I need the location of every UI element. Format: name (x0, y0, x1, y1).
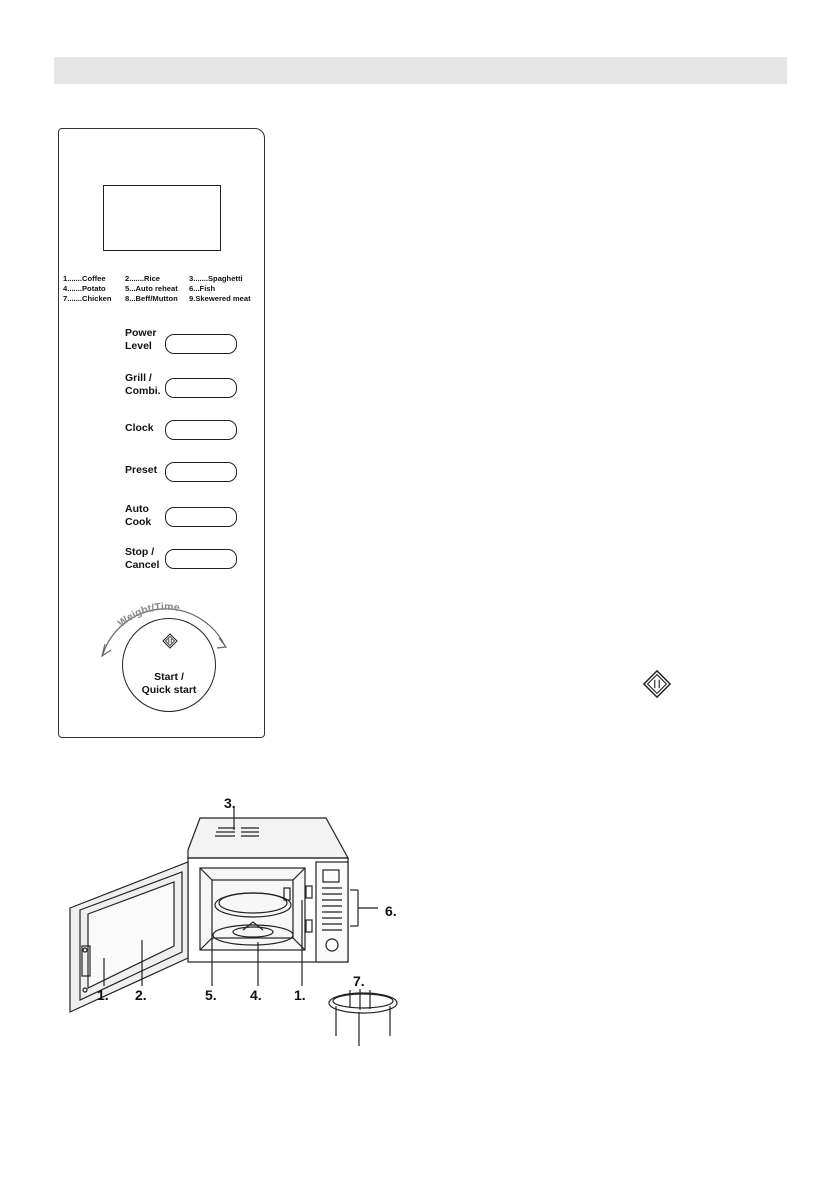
menu-row (63, 284, 251, 294)
callout-1-door-latch: 1. (97, 987, 109, 1003)
start-icon (642, 669, 672, 699)
display-window (103, 185, 221, 251)
auto-cook-label: Auto Cook (125, 503, 152, 528)
power-level-label: Power Level (125, 327, 157, 352)
callout-1-safety-lock: 1. (294, 987, 306, 1003)
clock-label: Clock (125, 422, 154, 434)
callout-4-turntable: 4. (250, 987, 262, 1003)
callout-2-door-window: 2. (135, 987, 147, 1003)
microwave-diagram (60, 790, 420, 1065)
preset-row (59, 464, 264, 500)
clock-row (59, 422, 264, 458)
menu-item: 9.Skewered meat (189, 294, 251, 303)
stop-cancel-label: Stop / Cancel (125, 546, 160, 571)
menu-item: 4.......Potato (63, 284, 106, 293)
stop-cancel-button[interactable] (165, 549, 237, 569)
callout-7-trivet: 7. (353, 973, 365, 989)
auto-cook-menu-list (63, 274, 251, 304)
power-level-row (59, 327, 264, 363)
menu-item: 8...Beff/Mutton (125, 294, 178, 303)
start-dial[interactable] (122, 618, 216, 712)
callout-3-vents: 3. (224, 795, 236, 811)
clock-button[interactable] (165, 420, 237, 440)
grill-combi-button[interactable] (165, 378, 237, 398)
auto-cook-row (59, 503, 264, 539)
menu-item: 5...Auto reheat (125, 284, 178, 293)
weight-time-label: Weight/Time (115, 600, 181, 630)
preset-button[interactable] (165, 462, 237, 482)
preset-label: Preset (125, 464, 158, 476)
grill-combi-row (59, 372, 264, 408)
menu-item: 3.......Spaghetti (189, 274, 243, 283)
weight-time-dial-area (89, 584, 239, 724)
menu-item: 7.......Chicken (63, 294, 112, 303)
menu-row (63, 294, 251, 304)
callout-5-grill-rack: 5. (205, 987, 217, 1003)
stop-cancel-row (59, 546, 264, 582)
section-header-bar (54, 57, 787, 84)
start-icon (162, 633, 178, 649)
menu-item: 6...Fish (189, 284, 216, 293)
menu-row (63, 274, 251, 284)
power-level-button[interactable] (165, 334, 237, 354)
grill-combi-label: Grill / Combi. (125, 372, 161, 397)
start-quick-start-label: Start / Quick start (141, 671, 197, 696)
auto-cook-button[interactable] (165, 507, 237, 527)
microwave-drawing (60, 790, 420, 1060)
control-panel (58, 128, 265, 738)
menu-item: 2.......Rice (125, 274, 161, 283)
callout-6-control-panel: 6. (385, 903, 397, 919)
menu-item: 1.......Coffee (63, 274, 106, 283)
